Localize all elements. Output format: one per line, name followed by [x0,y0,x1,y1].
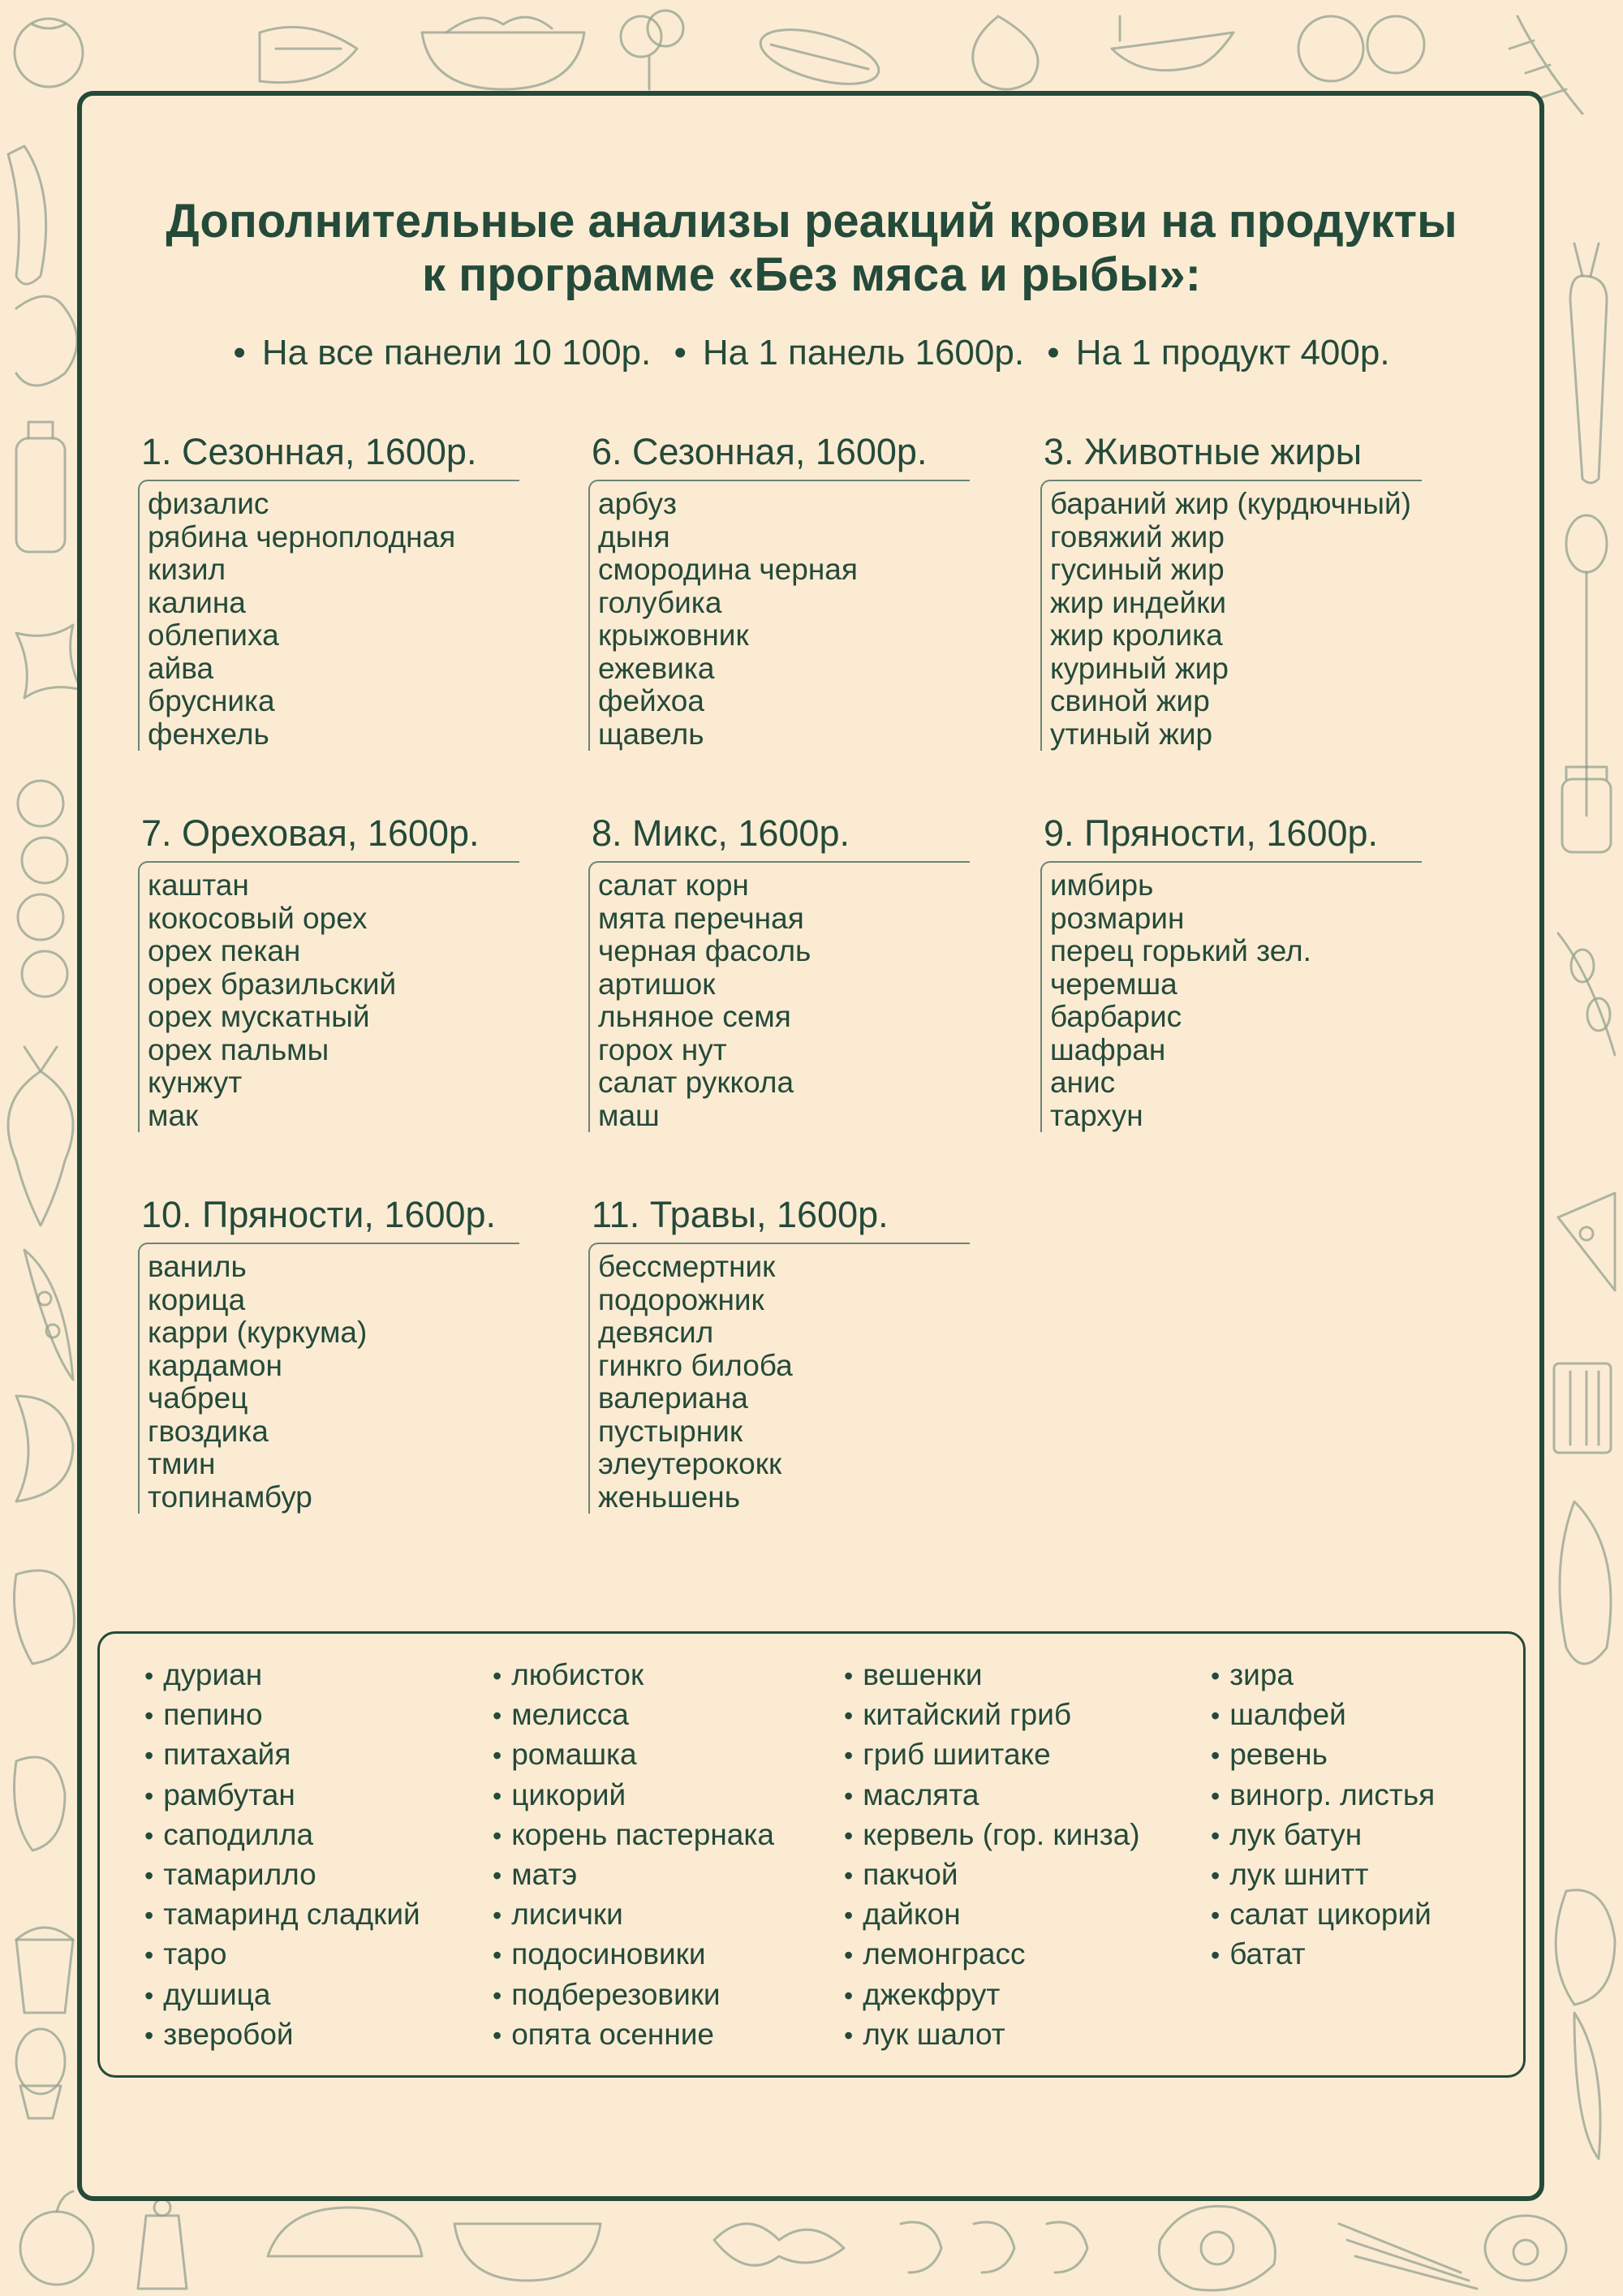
panel-seasonal-1 [138,426,519,751]
list-item: розмарин [1050,901,1185,935]
list-item: арбуз [598,487,677,520]
list-item: • цикорий [493,1776,774,1816]
list-item: карри (куркума) [148,1316,368,1349]
panel-title: 7. Ореховая, 1600р. [141,812,480,854]
list-item: мята перечная [598,901,804,935]
list-item: • опята осенние [493,2015,774,2055]
title-line-1: Дополнительные анализы реакций крови на продукты [166,195,1457,248]
list-item: тмин [148,1447,216,1480]
list-item: крыжовник [598,618,749,652]
list-item: топинамбур [148,1480,312,1514]
panel-title: 3. Животные жиры [1044,431,1363,472]
list-item: • лисички [493,1895,774,1935]
list-item: фенхель [148,717,269,751]
list-item: артишок [598,967,716,1001]
list-item: тархун [1050,1098,1143,1132]
list-item: корица [148,1282,246,1316]
list-item: • любисток [493,1656,774,1695]
extra-products-column-4 [1211,1656,1435,1975]
list-item: • дуриан [144,1656,420,1695]
list-item: утиный жир [1050,717,1213,751]
list-item: жир кролика [1050,618,1223,652]
list-item: • матэ [493,1855,774,1895]
beet-icon [8,1047,73,1226]
asparagus-icon [1339,2224,1477,2289]
list-item: маш [598,1098,660,1132]
list-item: • батат [1211,1935,1435,1975]
list-item: кунжут [148,1066,243,1099]
panel-item-list [1040,488,1422,751]
panel-title: 8. Микс, 1600р. [592,812,850,854]
olive-branch-icon [1558,933,1615,1055]
list-item: • ромашка [493,1735,774,1775]
list-item: • подберезовики [493,1975,774,2015]
panel-mix-8 [588,808,970,1132]
jar-icon [1562,767,1611,852]
list-item: • кервель (гор. кинза) [844,1816,1140,1855]
list-item: шафран [1050,1032,1166,1066]
dessert-cup-icon [16,1928,73,2013]
ginger-icon [714,2224,844,2265]
list-item: брусника [148,684,275,717]
panel-title: 11. Травы, 1600р. [592,1194,889,1235]
eggplant-icon [1560,1501,1611,1664]
list-item: голубика [598,585,722,619]
panel-seasonal-6 [588,426,970,751]
list-item: калина [148,585,246,619]
list-item: • таро [144,1935,420,1975]
gravy-boat-icon [1112,16,1233,71]
list-item: женьшень [598,1480,741,1514]
list-item: имбирь [1050,868,1154,902]
list-item: • тамаринд сладкий [144,1895,420,1935]
cutlery-box-icon [1554,1363,1611,1453]
bell-pepper-icon [15,1757,66,1850]
fish-steak-icon [260,27,357,82]
avocado-icon [1556,1890,1615,2005]
list-item: барбарис [1050,1000,1182,1033]
list-item: • гриб шиитаке [844,1735,1140,1775]
list-item: говяжий жир [1050,519,1225,554]
list-item: • мелисса [493,1695,774,1735]
list-item: салат корн [598,868,749,902]
list-item: чабрец [148,1381,248,1415]
list-item: валериана [598,1381,748,1415]
list-item: свиной жир [1050,684,1210,717]
spice-jar-icon [16,422,65,552]
price-all-panels: • На все панели 10 100р. [233,329,651,377]
panel-spices-9 [1040,808,1422,1132]
pea-pod-icon [1574,2013,1600,2159]
list-item: жир индейки [1050,585,1227,619]
title-line-2: к программе «Без мяса и рыбы»: [422,248,1201,301]
avocado-icon [1485,2216,1566,2281]
list-item: элеутерококк [598,1447,782,1480]
panel-title: 10. Пряности, 1600р. [141,1194,497,1235]
list-item: облепиха [148,618,279,652]
list-item: физалис [148,487,269,520]
list-item: • пакчой [844,1855,1140,1895]
salad-bowl-icon [454,2224,601,2281]
list-item: гвоздика [148,1414,269,1448]
wooden-spoon-icon [1566,515,1607,816]
list-item: ежевика [598,651,715,685]
panel-title: 6. Сезонная, 1600р. [592,431,928,472]
salmon-steak-icon [16,1396,73,1501]
list-item: перец горький зел. [1050,934,1311,967]
list-item: • вешенки [844,1656,1140,1695]
tomatoes-icon [1298,16,1424,81]
list-item: • рамбутан [144,1776,420,1816]
extra-products-column-2 [493,1656,774,2055]
list-item: бессмертник [598,1250,776,1283]
list-item: • зверобой [144,2015,420,2055]
extra-products-column-1 [144,1656,420,2055]
panel-spices-10 [138,1189,519,1514]
pea-pod-icon [24,1250,73,1380]
list-item: кокосовый орех [148,901,368,935]
price-one-product: • На 1 продукт 400р. [1047,329,1389,377]
garlic-icon [973,16,1038,89]
list-item: • корень пастернака [493,1816,774,1855]
list-item: черная фасоль [598,934,812,967]
panel-animal-fats [1040,426,1422,751]
shrimp-icon [901,2222,1087,2272]
extra-products-column-3 [844,1656,1140,2055]
pizza-slice-icon [1558,1193,1615,1290]
egg-cup-icon [16,2029,65,2118]
list-item: орех пальмы [148,1032,329,1066]
list-item: • лук шалот [844,2015,1140,2055]
panel-title: 1. Сезонная, 1600р. [141,431,477,472]
list-item: орех мускатный [148,1000,370,1033]
list-item: смородина черная [598,553,858,586]
list-item: кизил [148,553,226,586]
list-item: каштан [148,868,249,902]
list-item: • подосиновики [493,1935,774,1975]
panel-item-list [138,1251,519,1514]
panel-item-list [588,488,970,751]
list-item: • лемонграсс [844,1935,1140,1975]
list-item: • пепино [144,1695,420,1735]
list-item: девясил [598,1316,714,1349]
list-item: • виногр. листья [1211,1776,1435,1816]
list-item: щавель [598,717,704,751]
pepper-mill-icon [138,2199,187,2289]
tomato-icon [15,19,83,87]
list-item: фейхоа [598,684,704,717]
list-item: бараний жир (курдючный) [1050,487,1411,520]
list-item: • джекфрут [844,1975,1140,2015]
broccoli-icon [621,11,683,89]
price-list [0,329,1623,377]
list-item: горох нут [598,1032,727,1066]
panel-item-list [588,869,970,1132]
list-item: • душица [144,1975,420,2015]
list-item: • зира [1211,1656,1435,1695]
price-one-panel: • На 1 панель 1600р. [674,329,1024,377]
garlic-braid-icon [18,781,67,997]
list-item: ваниль [148,1250,247,1283]
list-item: гусиный жир [1050,553,1225,586]
page-title [0,195,1623,302]
corn-icon [755,19,884,95]
list-item: орех пекан [148,934,301,967]
list-item: орех бразильский [148,967,397,1001]
meat-icon [15,1570,75,1664]
list-item: • шалфей [1211,1695,1435,1735]
list-item: анис [1050,1066,1116,1099]
panel-item-list [138,488,519,751]
panel-title: 9. Пряности, 1600р. [1044,812,1379,854]
list-item: черемша [1050,967,1177,1001]
list-item: куриный жир [1050,651,1229,685]
fried-egg-icon [1159,2206,1275,2290]
list-item: кардамон [148,1348,282,1382]
list-item: мак [148,1098,199,1132]
panel-item-list [1040,869,1422,1132]
panel-item-list [138,869,519,1132]
list-item: • салат цикорий [1211,1895,1435,1935]
list-item: • тамарилло [144,1855,420,1895]
salad-bowl-icon [422,17,584,89]
list-item: • лук шнитт [1211,1855,1435,1895]
list-item: гинкго билоба [598,1348,793,1382]
panel-nuts-7 [138,808,519,1132]
list-item: • маслята [844,1776,1140,1816]
bread-icon [268,2208,422,2256]
list-item: салат руккола [598,1066,794,1099]
pasta-icon [16,625,81,698]
apple-icon [20,2191,93,2285]
list-item: пустырник [598,1414,743,1448]
list-item: • лук батун [1211,1816,1435,1855]
panel-herbs-11 [588,1189,970,1514]
list-item: льняное семя [598,1000,791,1033]
list-item: дыня [598,519,670,554]
list-item: • саподилла [144,1816,420,1855]
list-item: подорожник [598,1282,764,1316]
list-item: айва [148,651,214,685]
panel-item-list [588,1251,970,1514]
list-item: • ревень [1211,1735,1435,1775]
list-item: • китайский гриб [844,1695,1140,1735]
list-item: • дайкон [844,1895,1140,1935]
list-item: • питахайя [144,1735,420,1775]
list-item: рябина черноплодная [148,519,456,554]
